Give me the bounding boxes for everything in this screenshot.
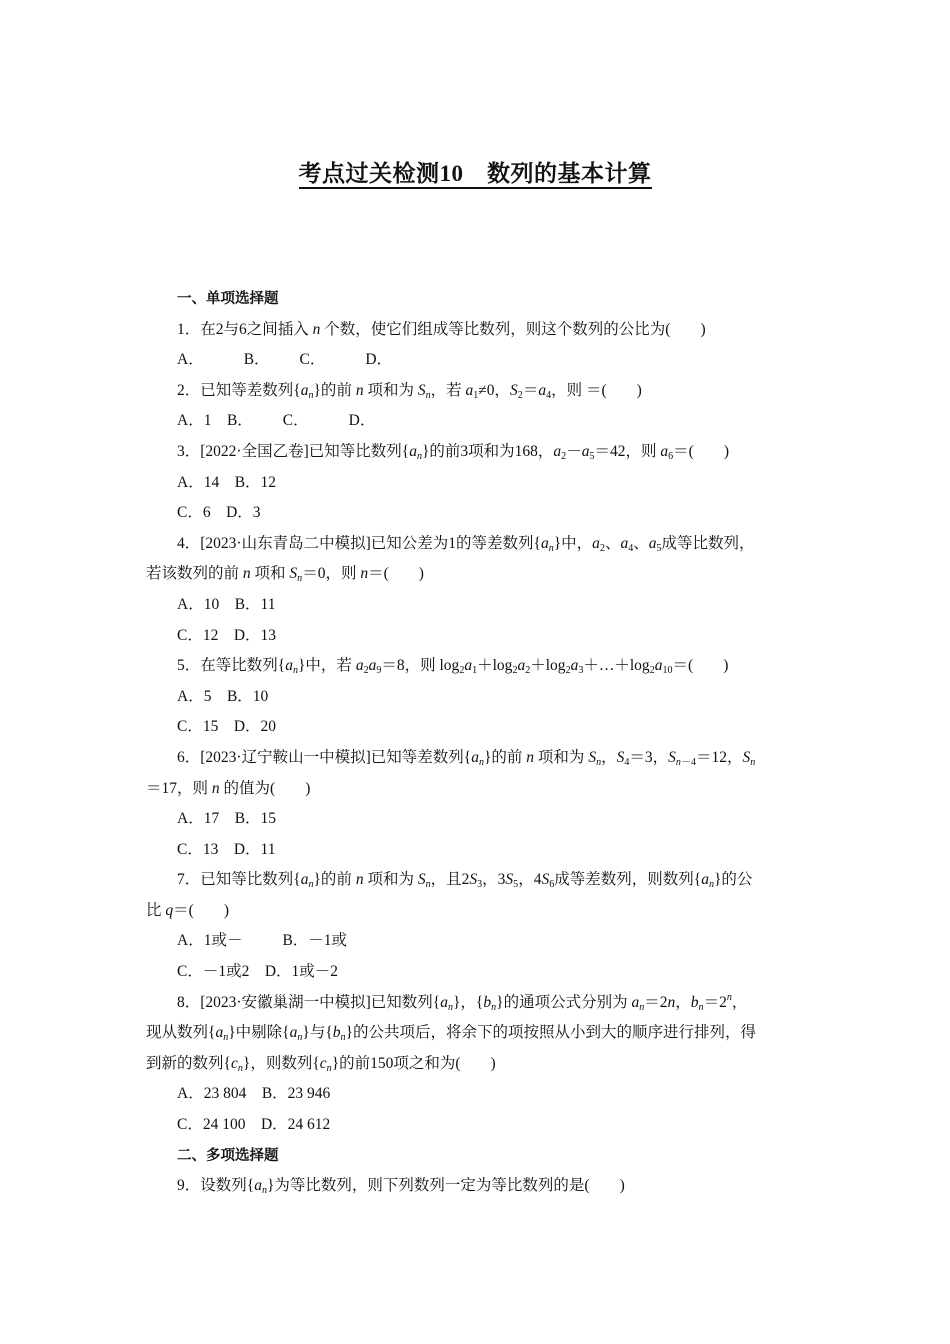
question-1-options: A． B． C． D． (177, 351, 393, 369)
question-5: 5．在等比数列$\{a_n\}$中，若 $a_2a_9=8$，则 $\log_2a_1+\log_2a_2+\log_2a_3+\dots+\log_2a_{10}=$( ) (177, 657, 729, 677)
question-8-options-ab: A．23 804 B．23 946 (177, 1085, 331, 1103)
question-9: 9．设数列$\{a_n\}$为等比数列，则下列数列一定为等比数列的是( ) (177, 1177, 625, 1197)
question-3-options-ab: A．14 B．12 (177, 473, 277, 491)
question-2-options: A．1 B． C． D． (177, 412, 376, 430)
question-4-options-ab: A．10 B．11 (177, 595, 276, 613)
question-7-options-cd: C．－1或2 D．1或－2 (177, 963, 339, 981)
question-7-options-ab: A．1或－ B．－1或 (177, 932, 348, 950)
question-1: 1．在2与6之间插入 n 个数，使它们组成等比数列，则这个数列的公比为( ) (177, 320, 706, 338)
question-4: 4．[2023·山东青岛二中模拟]已知公差为1的等差数列$\{a_n\}$中，$a_2$、$a_4$、$a_5$成等比数列， (177, 534, 755, 554)
question-2: 2．已知等差数列$\{a_n\}$的前 n 项和为 $S_n$，若 $a_1\ne 0$，$S_2=a_4$，则 ＝( ) (177, 381, 642, 401)
question-3-options-cd: C．6 D．3 (177, 504, 261, 522)
question-4-options-cd: C．12 D．13 (177, 626, 277, 644)
question-6-options-cd: C．13 D．11 (177, 840, 276, 858)
question-6: 6．[2023·辽宁鞍山一中模拟]已知等差数列$\{a_n\}$的前 n 项和为 $S_n$，$S_4=3$，$S_{n-4}=12$，$S_n$ (177, 748, 756, 768)
question-5-options-ab: A．5 B．10 (177, 687, 269, 705)
section-heading-single-choice: 一、单项选择题 (177, 291, 279, 307)
question-4-continued: 若该数列的前 n 项和 $S_n=0$，则 n＝( ) (146, 565, 424, 585)
question-3: 3．[2022·全国乙卷]已知等比数列$\{a_n\}$的前3项和为168，$a_2-a_5=42$，则 $a_6=$( ) (177, 442, 730, 462)
page-title: 考点过关检测10 数列的基本计算 (0, 155, 950, 188)
question-6-options-ab: A．17 B．15 (177, 810, 277, 828)
section-heading-multiple-choice: 二、多项选择题 (177, 1147, 279, 1164)
question-5-options-cd: C．15 D．20 (177, 718, 277, 736)
question-8-continued-1: 现从数列$\{a_n\}$中剔除$\{a_n\}$与$\{b_n\}$的公共项后，将余下的项按照从小到大的顺序进行排列，得 (146, 1024, 757, 1044)
question-8-continued-2: 到新的数列$\{c_n\}$，则数列$\{c_n\}$的前150项之和为( ) (146, 1054, 496, 1074)
question-7: 7．已知等比数列$\{a_n\}$的前 n 项和为 $S_n$，且$2S_3$，$3S_5$，$4S_6$成等差数列，则数列$\{a_n\}$的公 (177, 871, 753, 891)
question-8-options-cd: C．24 100 D．24 612 (177, 1116, 331, 1134)
question-list (146, 284, 810, 1202)
question-7-continued: 比 q＝( ) (146, 901, 229, 919)
question-6-continued: ＝17，则 n 的值为( ) (146, 779, 311, 797)
question-8: 8．[2023·安徽巢湖一中模拟]已知数列$\{a_n\}$，$\{b_n\}$的通项公式分别为 $a_n=2n$，$b_n=2^n$， (177, 991, 748, 1013)
